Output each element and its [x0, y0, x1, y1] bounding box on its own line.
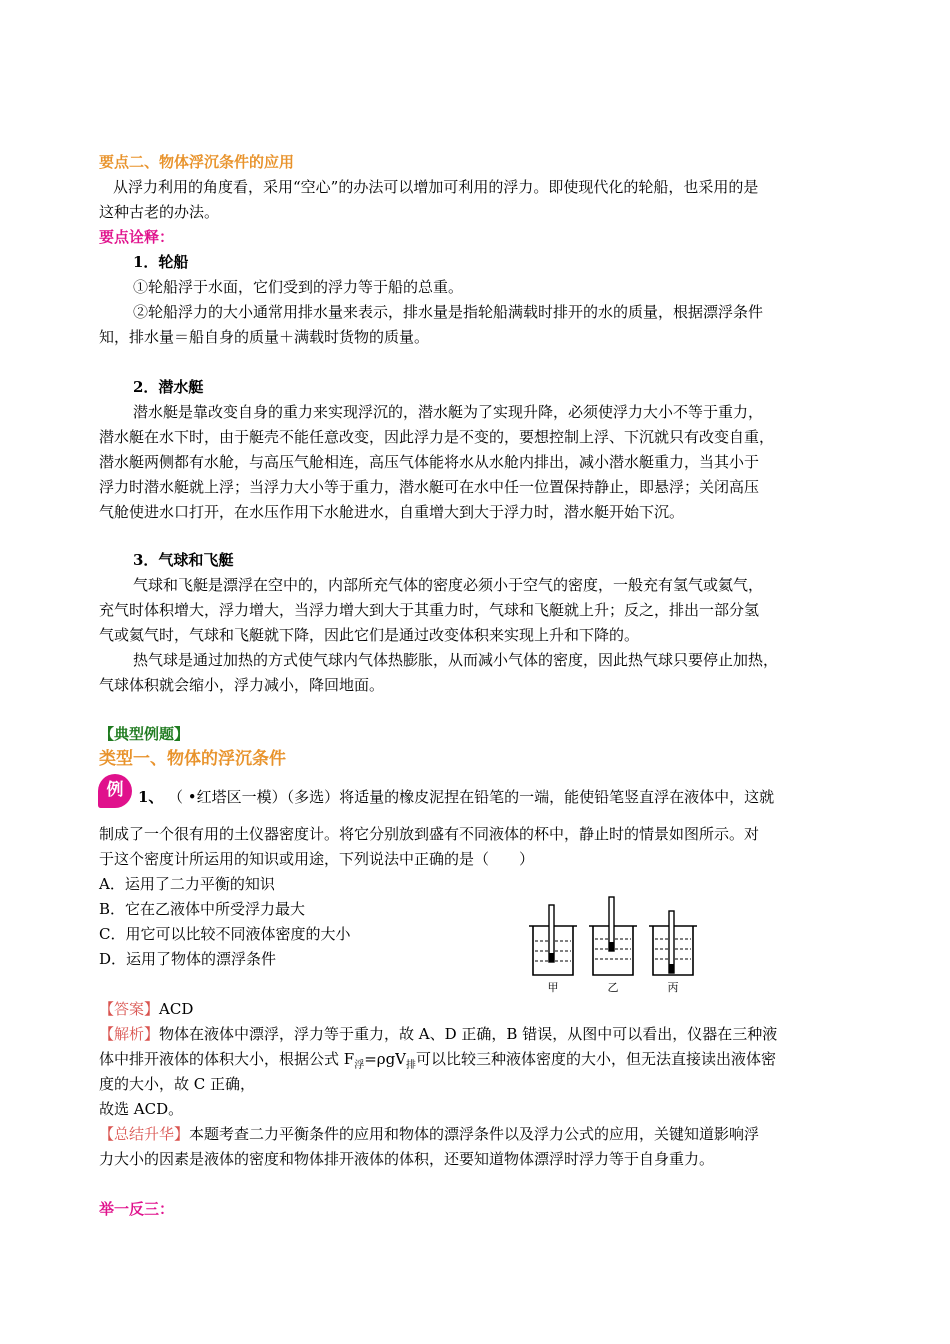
practice-label: 举一反三：: [99, 1200, 175, 1218]
ship-line-1: ①轮船浮于水面，它们受到的浮力等于船的总重。: [133, 278, 464, 296]
ship-line-2b: 知，排水量＝船自身的质量＋满载时货物的质量。: [99, 328, 430, 346]
analysis-line-1: [99, 1022, 777, 1047]
option-d: D．运用了物体的漂浮条件: [99, 950, 277, 968]
hot-air-line-2: 气球体积就会缩小，浮力减小，降回地面。: [99, 676, 385, 694]
question-line-3: 于这个密度计所运用的知识或用途，下列说法中正确的是（ ）: [99, 850, 535, 868]
figure-label-yi: 乙: [607, 981, 619, 994]
answer-value: ACD: [159, 1000, 194, 1018]
answer-line: [99, 997, 193, 1022]
submarine-line-4: 浮力时潜水艇就上浮；当浮力大小等于重力，潜水艇可在水中任一位置保持静止，即悬浮；关闭高压: [99, 478, 760, 496]
figure-label-jia: 甲: [547, 981, 559, 994]
answer-label: 【答案】: [99, 1000, 160, 1018]
section-heading: 要点二、物体浮沉条件的应用: [99, 153, 295, 171]
analysis-line-3: 度的大小，故 C 正确，: [99, 1075, 256, 1093]
summary-text-1: 本题考查二力平衡条件的应用和物体的漂浮条件以及浮力公式的应用，关键知道影响浮: [189, 1125, 760, 1143]
subscript-fu: 浮: [354, 1060, 365, 1071]
balloon-title: 3．气球和飞艇: [133, 551, 234, 569]
type-one-heading: 类型一、物体的浮沉条件: [99, 749, 286, 769]
example-badge-icon: 例: [98, 774, 132, 808]
balloon-line-1: 气球和飞艇是漂浮在空中的，内部所充气体的密度必须小于空气的密度，一般充有氢气或氦气，: [133, 576, 764, 594]
balloon-line-2: 充气时体积增大，浮力增大，当浮力增大到大于其重力时，气球和飞艇就上升；反之，排出一部分氢: [99, 601, 760, 619]
analysis-text-2b: =ρgV: [364, 1050, 407, 1068]
submarine-line-5: 气舱使进水口打开，在水压作用下水舱进水，自重增大到大于浮力时，潜水艇开始下沉。: [99, 503, 685, 521]
analysis-text-2c: 可以比较三种液体密度的大小，但无法直接读出液体密: [416, 1050, 777, 1068]
intro-line-1: 从浮力利用的角度看，采用“空心”的办法可以增加可利用的浮力。即使现代化的轮船，也采用的是: [113, 178, 759, 196]
option-c: C．用它可以比较不同液体密度的大小: [99, 925, 351, 943]
analysis-text-1: 物体在液体中漂浮，浮力等于重力，故 A、D 正确，B 错误，从图中可以看出，仪器在三种液: [159, 1025, 778, 1043]
explain-label: 要点诠释：: [99, 228, 175, 246]
hot-air-line-1: 热气球是通过加热的方式使气球内气体热膨胀，从而减小气体的密度，因此热气球只要停止加热，: [133, 651, 779, 669]
question-line-2: 制成了一个很有用的土仪器密度计。将它分别放到盛有不同液体的杯中，静止时的情景如图所示。对: [99, 825, 760, 843]
analysis-text-2a: 体中排开液体的体积大小，根据公式 F: [99, 1050, 355, 1068]
submarine-line-2: 潜水艇在水下时，由于艇壳不能任意改变，因此浮力是不变的，要想控制上浮、下沉就只有改变自重，: [99, 428, 775, 446]
question-number: 1、: [138, 788, 164, 806]
option-b: B．它在乙液体中所受浮力最大: [99, 900, 306, 918]
examples-label: 【典型例题】: [99, 725, 190, 743]
hydrometer-figure: [525, 895, 705, 995]
summary-line-1: [99, 1122, 759, 1147]
submarine-line-1: 潜水艇是靠改变自身的重力来实现浮沉的，潜水艇为了实现升降，必须使浮力大小不等于重力，: [133, 403, 764, 421]
beaker-jia: [529, 905, 577, 975]
summary-line-2: 力大小的因素是液体的密度和物体排开液体的体积，还要知道物体漂浮时浮力等于自身重力。: [99, 1150, 715, 1168]
subscript-pai: 排: [406, 1060, 417, 1071]
beaker-bing: [649, 911, 697, 975]
submarine-title: 2．潜水艇: [133, 378, 204, 396]
analysis-label: 【解析】: [99, 1025, 160, 1043]
beaker-yi: [589, 897, 637, 975]
ship-title: 1．轮船: [133, 253, 189, 271]
intro-line-2: 这种古老的办法。: [99, 203, 220, 221]
balloon-line-3: 气或氦气时，气球和飞艇就下降，因此它们是通过改变体积来实现上升和下降的。: [99, 626, 640, 644]
figure-label-bing: 丙: [667, 981, 679, 994]
question-line-1: （ •红塔区一模）（多选）将适量的橡皮泥捏在铅笔的一端，能使铅笔竖直浮在液体中，这就: [168, 788, 775, 806]
summary-label: 【总结升华】: [99, 1125, 190, 1143]
submarine-line-3: 潜水艇两侧都有水舱，与高压气舱相连，高压气体能将水从水舱内排出，减小潜水艇重力，当其小于: [99, 453, 760, 471]
option-a: A．运用了二力平衡的知识: [99, 875, 275, 893]
ship-line-2a: ②轮船浮力的大小通常用排水量来表示，排水量是指轮船满载时排开的水的质量，根据漂浮条件: [133, 303, 764, 321]
analysis-line-4: 故选 ACD。: [99, 1100, 184, 1118]
